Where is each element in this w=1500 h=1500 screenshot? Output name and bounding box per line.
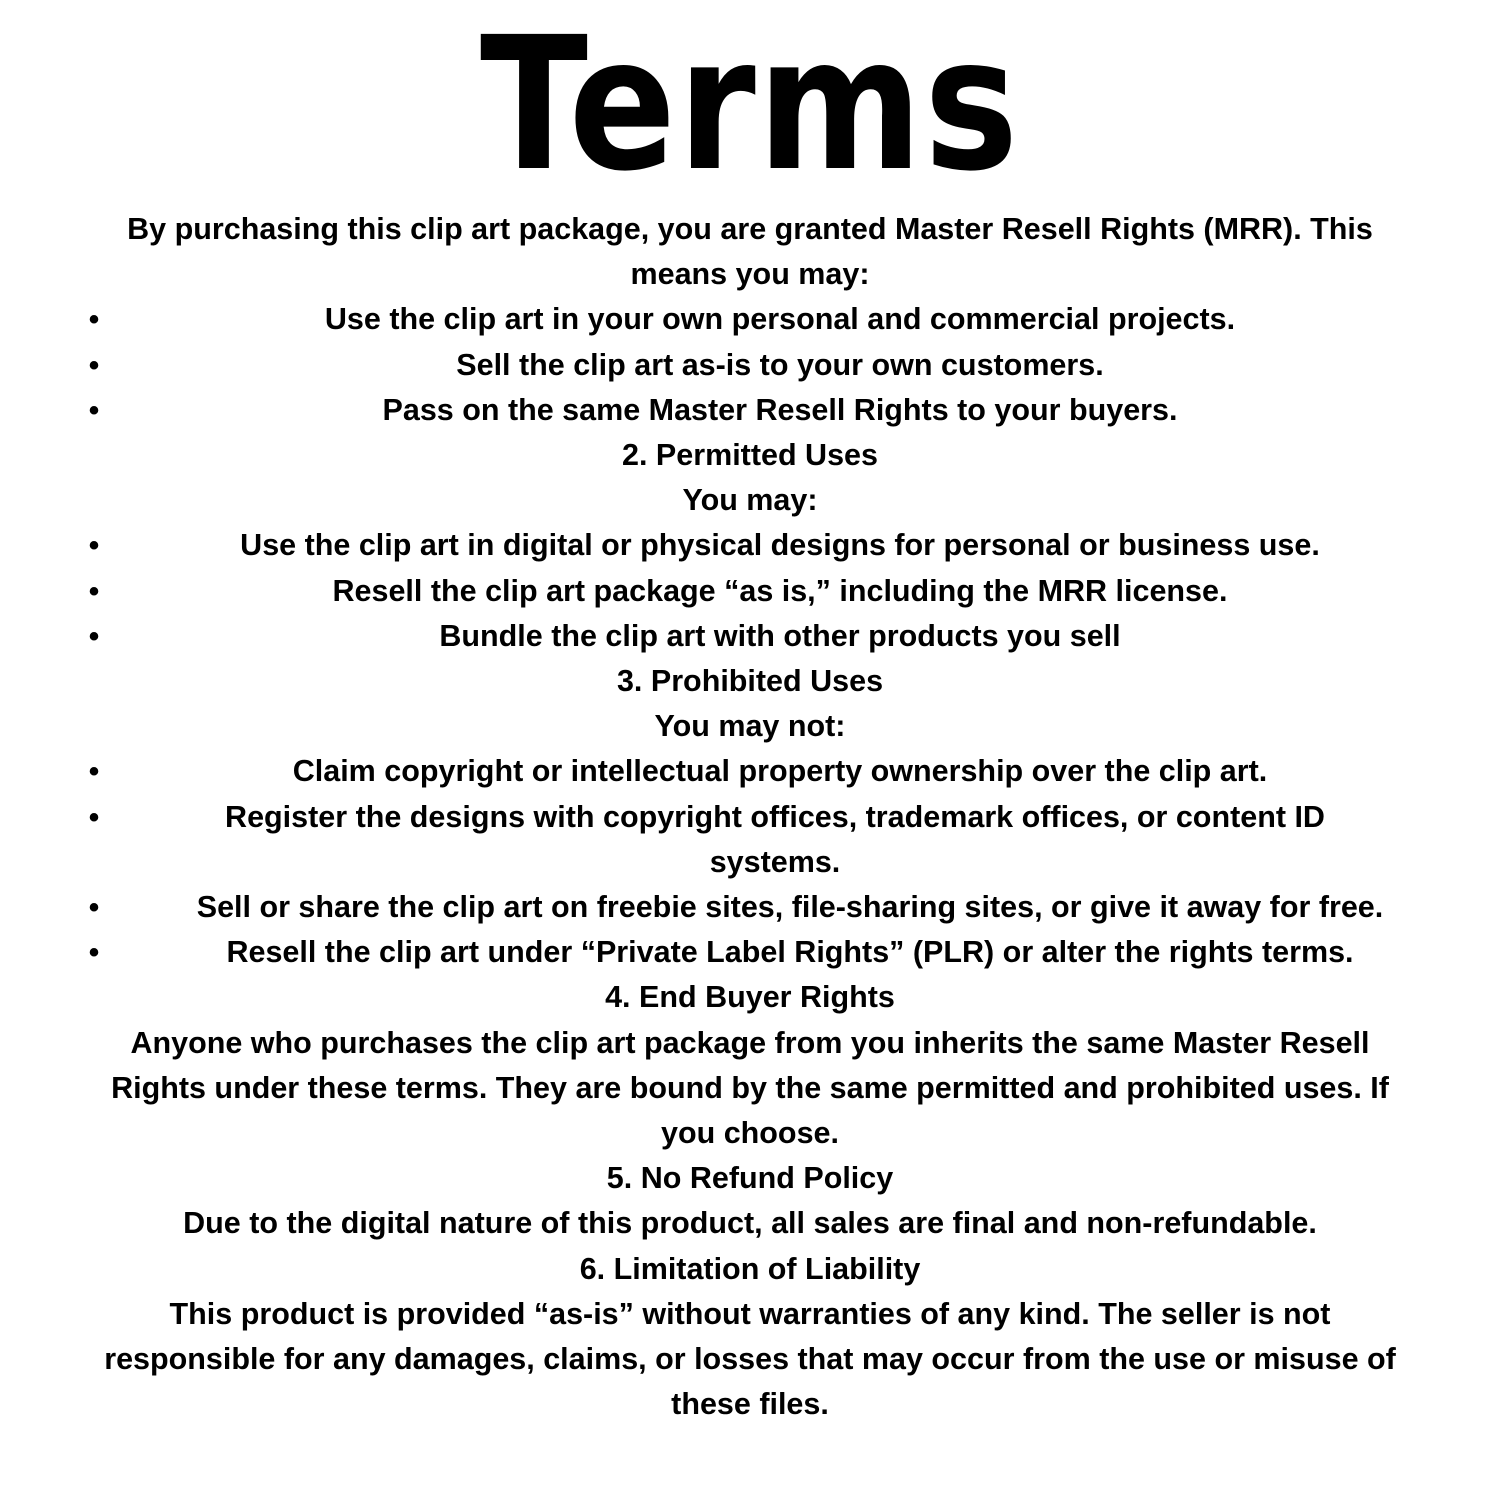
list-item <box>30 795 1470 885</box>
refund-text: Due to the digital nature of this product, all sales are final and non-refundable. <box>183 1206 1317 1241</box>
liability-line-2: responsible for any damages, claims, or losses that may occur from the use or misuse of <box>104 1342 1396 1377</box>
section-heading-liability: 6. Limitation of Liability <box>579 1251 921 1286</box>
bullet-icon: • <box>88 891 100 925</box>
bullet-text: Pass on the same Master Resell Rights to your buyers. <box>382 392 1178 427</box>
bullet-icon: • <box>88 800 100 834</box>
list-item <box>30 523 1470 568</box>
intro-bullet-list <box>30 297 1470 433</box>
list-item <box>30 388 1470 433</box>
bullet-text: Sell the clip art as-is to your own customers. <box>456 347 1104 382</box>
bullet-icon: • <box>88 348 100 382</box>
bullet-icon: • <box>88 755 100 789</box>
bullet-icon: • <box>88 303 100 337</box>
bullet-text: Bundle the clip art with other products you sell <box>439 618 1121 653</box>
list-item <box>30 343 1470 388</box>
prohibited-bullet-list <box>30 749 1470 975</box>
bullet-text: Use the clip art in your own personal and commercial projects. <box>324 302 1236 337</box>
section-heading-permitted: 2. Permitted Uses <box>622 438 878 473</box>
bullet-icon: • <box>88 936 100 970</box>
section-heading-prohibited: 3. Prohibited Uses <box>616 664 884 699</box>
permitted-lead: You may: <box>682 483 818 518</box>
page-title: Terms <box>480 0 1020 212</box>
list-item <box>30 614 1470 659</box>
bullet-text: Use the clip art in digital or physical designs for personal or business use. <box>240 528 1320 563</box>
end-buyer-line-1: Anyone who purchases the clip art package from you inherits the same Master Resell <box>130 1025 1370 1060</box>
end-buyer-line-2: Rights under these terms. They are bound by the same permitted and prohibited uses. If <box>111 1070 1389 1105</box>
bullet-icon: • <box>88 393 100 427</box>
liability-line-1: This product is provided “as-is” without warranties of any kind. The seller is not <box>169 1296 1331 1331</box>
list-item <box>30 885 1470 930</box>
list-item <box>30 569 1470 614</box>
end-buyer-line-3: you choose. <box>661 1116 839 1151</box>
bullet-icon: • <box>88 574 100 608</box>
bullet-text: Resell the clip art under “Private Label Rights” (PLR) or alter the rights terms. <box>226 935 1354 970</box>
list-item <box>30 297 1470 342</box>
list-item <box>30 930 1470 975</box>
section-heading-end-buyer: 4. End Buyer Rights <box>605 980 895 1015</box>
permitted-bullet-list <box>30 523 1470 659</box>
section-heading-refund: 5. No Refund Policy <box>606 1161 894 1196</box>
bullet-text: Claim copyright or intellectual property ownership over the clip art. <box>292 754 1268 789</box>
bullet-text: Sell or share the clip art on freebie sites, file-sharing sites, or give it away for free. <box>196 890 1384 925</box>
prohibited-lead: You may not: <box>654 709 846 744</box>
bullet-icon: • <box>88 619 100 653</box>
bullet-icon: • <box>88 529 100 563</box>
bullet-text: Resell the clip art package “as is,” including the MRR license. <box>332 573 1228 608</box>
list-item <box>30 749 1470 794</box>
intro-line-1: By purchasing this clip art package, you are granted Master Resell Rights (MRR). This <box>127 212 1373 246</box>
bullet-text: Register the designs with copyright offices, trademark offices, or content ID systems. <box>225 799 1325 879</box>
liability-line-3: these files. <box>671 1387 829 1422</box>
intro-line-2: means you may: <box>630 257 870 292</box>
terms-body <box>30 207 1470 1427</box>
